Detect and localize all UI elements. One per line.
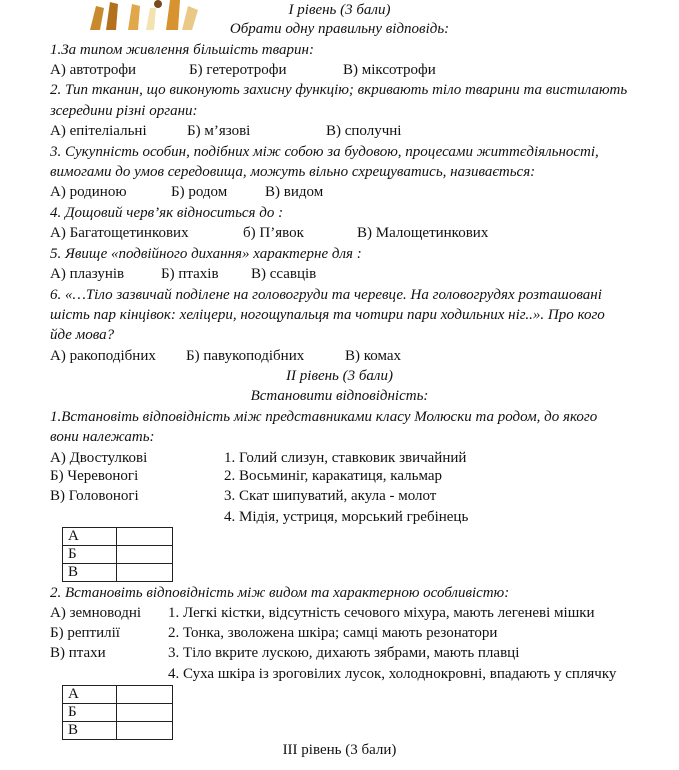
- row-label: Б: [63, 704, 117, 722]
- level3-title: ІІІ рівень (3 бали): [282, 742, 397, 758]
- task2-left-c: В) птахи: [50, 645, 106, 661]
- table-row: [63, 704, 173, 722]
- q4-option-a: А) Багатощетинкових: [50, 225, 189, 241]
- q2-option-a: А) епітеліальні: [50, 123, 147, 139]
- q1-text: 1.За типом живлення більшість тварин:: [50, 42, 314, 58]
- q2-option-b: Б) м’язові: [187, 123, 251, 139]
- row-label: А: [63, 528, 117, 546]
- task1-left-c: В) Головоногі: [50, 488, 139, 504]
- task2-right-4: 4. Суха шкіра із зроговілих лусок, холоднокровні, впадають у сплячку: [168, 666, 617, 682]
- q5-option-a: А) плазунів: [50, 266, 125, 282]
- q3-text-line1: 3. Сукупність особин, подібних між собою за будовою, процесами життєдіяльності,: [50, 144, 599, 160]
- answer-cell[interactable]: [117, 546, 173, 564]
- q1-option-b: Б) гетеротрофи: [189, 62, 287, 78]
- q6-text-line3: йде мова?: [50, 327, 115, 343]
- table-row: [63, 546, 173, 564]
- table-row: [63, 686, 173, 704]
- task1-text-line1: 1.Встановіть відповідність між представниками класу Молюски та родом, до якого: [50, 409, 598, 425]
- task1-answer-table: [62, 527, 173, 582]
- q2-text-line1: 2. Тип тканин, що виконують захисну функцію; вкривають тіло тварини та вистилають: [50, 82, 628, 98]
- q5-text: 5. Явище «подвійного дихання» характерне для :: [50, 246, 362, 262]
- row-label: А: [63, 686, 117, 704]
- q3-option-b: Б) родом: [171, 184, 228, 200]
- q6-option-c: В) комах: [345, 348, 402, 364]
- q6-option-a: А) ракоподібних: [50, 348, 156, 364]
- level1-title: I рівень (3 бали): [288, 2, 391, 18]
- answer-cell[interactable]: [117, 528, 173, 546]
- answer-cell[interactable]: [117, 704, 173, 722]
- row-label: Б: [63, 546, 117, 564]
- q4-option-b: б) П’явок: [243, 225, 304, 241]
- q2-option-c: В) сполучні: [326, 123, 402, 139]
- task2-right-1: 1. Легкі кістки, відсутність сечового міхура, мають легеневі мішки: [168, 605, 595, 621]
- table-row: [63, 528, 173, 546]
- task2-left-a: А) земноводні: [50, 605, 142, 621]
- task1-right-1: 1. Голий слизун, ставковик звичайний: [224, 450, 467, 466]
- q2-text-line2: зсередини різні органи:: [50, 103, 198, 119]
- q6-option-b: Б) павукоподібних: [186, 348, 305, 364]
- task2-right-3: 3. Тіло вкрите лускою, дихають зябрами, мають плавці: [168, 645, 520, 661]
- level2-title: II рівень (3 бали): [286, 368, 393, 384]
- q1-option-a: А) автотрофи: [50, 62, 137, 78]
- q5-option-c: В) ссавців: [251, 266, 317, 282]
- task2-text: 2. Встановіть відповідність між видом та характерною особливістю:: [50, 585, 510, 601]
- q5-option-b: Б) птахів: [161, 266, 219, 282]
- q3-text-line2: вимогами до умов середовища, можуть вільно схрещуватись, називається:: [50, 164, 536, 180]
- q3-option-c: В) видом: [265, 184, 324, 200]
- row-label: В: [63, 564, 117, 582]
- level1-instruction: Обрати одну правильну відповідь:: [229, 21, 450, 37]
- q3-option-a: А) родиною: [50, 184, 127, 200]
- row-label: В: [63, 722, 117, 740]
- task1-left-a: А) Двостулкові: [50, 450, 148, 466]
- level2-instruction: Встановити відповідність:: [250, 388, 429, 404]
- task1-left-b: Б) Черевоногі: [50, 468, 139, 484]
- task1-right-2: 2. Восьминіг, каракатиця, кальмар: [224, 468, 442, 484]
- q4-text: 4. Дощовий черв’як відноситься до :: [50, 205, 284, 221]
- table-row: [63, 722, 173, 740]
- answer-cell[interactable]: [117, 722, 173, 740]
- task2-left-b: Б) рептилії: [50, 625, 120, 641]
- task1-text-line2: вони належать:: [50, 429, 155, 445]
- table-row: [63, 564, 173, 582]
- q6-text-line1: 6. «…Тіло зазвичай поділене на головогруди та черевце. На головогрудях розташовані: [50, 287, 602, 303]
- task2-answer-table: [62, 685, 173, 740]
- answer-cell[interactable]: [117, 686, 173, 704]
- task2-right-2: 2. Тонка, зволожена шкіра; самці мають резонатори: [168, 625, 498, 641]
- task1-right-4: 4. Мідія, устриця, морський гребінець: [224, 509, 469, 525]
- q4-option-c: В) Малощетинкових: [357, 225, 489, 241]
- q1-option-c: В) міксотрофи: [343, 62, 436, 78]
- q6-text-line2: шість пар кінцівок: хеліцери, ногощупальця та чотири пари ходильних ніг..». Про кого: [50, 307, 605, 323]
- answer-cell[interactable]: [117, 564, 173, 582]
- task1-right-3: 3. Скат шипуватий, акула - молот: [224, 488, 437, 504]
